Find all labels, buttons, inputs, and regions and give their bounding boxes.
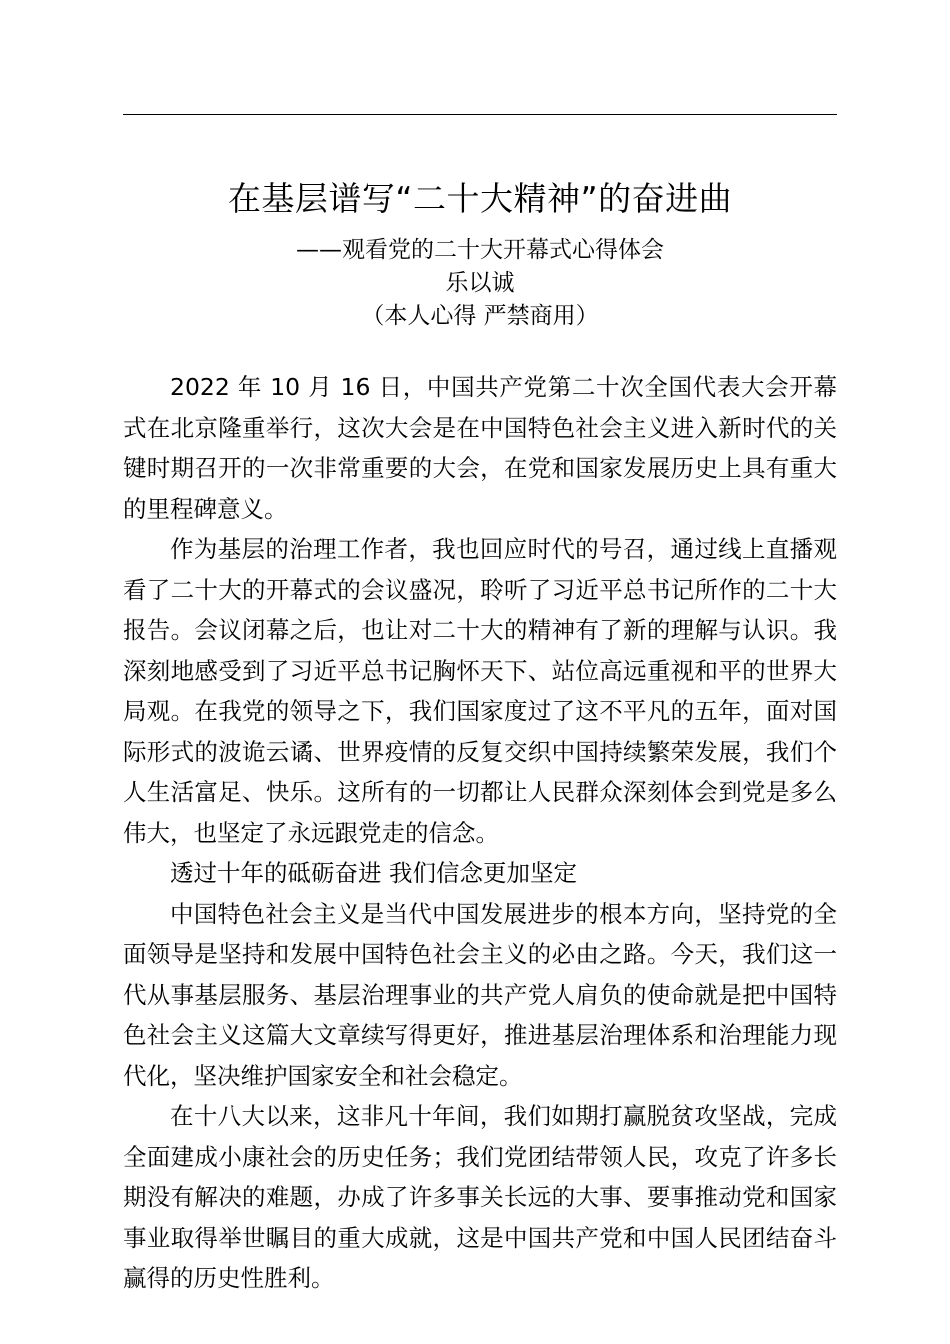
header-rule <box>123 114 837 115</box>
paragraph: 中国特色社会主义是当代中国发展进步的根本方向，坚持党的全面领导是坚持和发展中国特色社会主义的必由之路。今天，我们这一代从事基层服务、基层治理事业的共产党人肩负的使命就是把中国特色社会主义这篇大文章续写得更好，推进基层治理体系和治理能力现代化，坚决维护国家安全和社会稳定。 <box>123 899 837 1090</box>
paragraph: 在十八大以来，这非凡十年间，我们如期打赢脱贫攻坚战，完成全面建成小康社会的历史任务；我们党团结带领人民，攻克了许多长期没有解决的难题，办成了许多事关长远的大事、要事推动党和国家事业取得举世瞩目的重大成就，这是中国共产党和中国人民团结奋斗赢得的历史性胜利。 <box>123 1102 837 1292</box>
paragraph: 作为基层的治理工作者，我也回应时代的号召，通过线上直播观看了二十大的开幕式的会议盛况，聆听了习近平总书记所作的二十大报告。会议闭幕之后，也让对二十大的精神有了新的理解与认识。我深刻地感受到了习近平总书记胸怀天下、站位高远重视和平的世界大局观。在我党的领导之下，我们国家度过了这不平凡的五年，面对国际形式的波诡云谲、世界疫情的反复交织中国持续繁荣发展，我们个人生活富足、快乐。这所有的一切都让人民群众深刻体会到党是多么伟大，也坚定了永远跟党走的信念。 <box>123 535 837 847</box>
document-author: 乐以诚 <box>445 270 515 296</box>
document-header <box>123 176 837 333</box>
document-subtitle: ——观看党的二十大开幕式心得体会 <box>296 237 664 263</box>
document-note: （本人心得 严禁商用） <box>361 303 599 329</box>
paragraph: 2022 年 10 月 16 日，中国共产党第二十次全国代表大会开幕式在北京隆重举行，这次大会是在中国特色社会主义进入新时代的关键时期召开的一次非常重要的大会，在党和国家发展历史上具有重大的里程碑意义。 <box>123 373 837 523</box>
document-title: 在基层谱写“二十大精神”的奋进曲 <box>227 179 733 218</box>
section-heading: 透过十年的砥砺奋进 我们信念更加坚定 <box>170 859 577 887</box>
document-body <box>123 367 837 1299</box>
